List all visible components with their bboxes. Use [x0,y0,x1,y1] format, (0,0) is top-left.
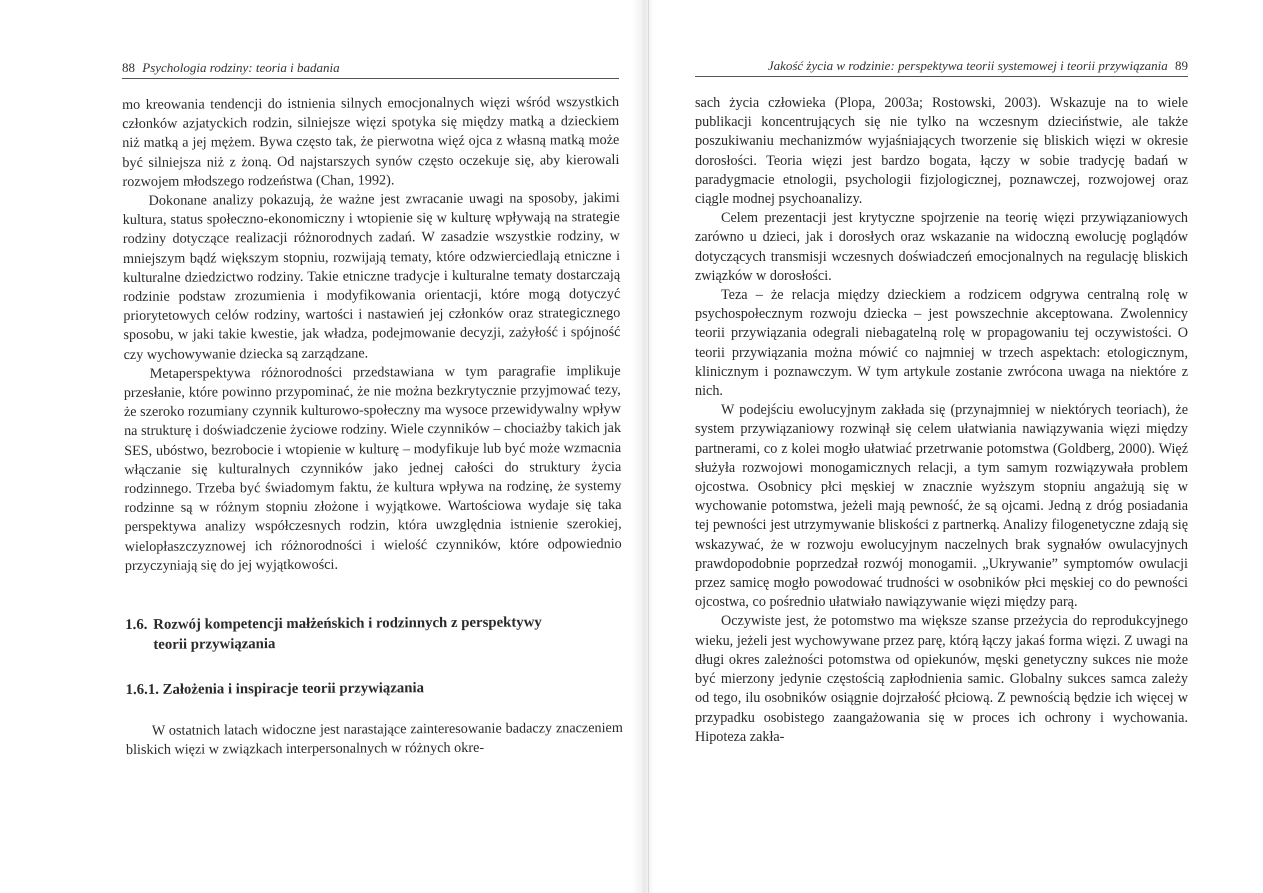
left-page-number: 88 [122,60,135,75]
right-paragraph: sach życia człowieka (Plopa, 2003a; Rostowski, 2003). Wskazuje na to wiele publikacji koncentrujących się nie tylko na wczesnym dzieciństwie, ale także poszukiwaniu mechanizmów wyjaśniających tworzenie się bliskich więzi w okresie dorosłości. Teoria więzi jest bardzo bogata, łączy w sobie tradycję badań w paradygmacie etnologii, psychologii fizjologicznej, poznawczej, rozwojowej oraz ciągle modnej psychoanalizy. [695,95,1188,208]
left-paragraph: mo kreowania tendencji do istnienia silnych emocjonalnych więzi wśród wszystkich członków azjatyckich rodzin, silniejsze więzi spotyka się między matką a dzieckiem niż matką a jej mężem. Bywa często tak, że pierwotna więź ojca z własną matką może być silniejsza niż z żoną. Od najstarszych synów często oczekuje się, aby kierowali rozwojem młodszego rodzeństwa (Chan, 1992). [122,93,620,190]
section-title-line2: teorii przywiązania [153,636,276,653]
subsection-heading [126,677,623,700]
left-final-paragraph: W ostatnich latach widoczne jest narastające zainteresowanie badaczy znaczeniem bliskich więzi w związkach interpersonalnych w różnych okre- [125,720,623,759]
left-running-head [122,60,619,79]
section-title-line1: Rozwój kompetencji małżeńskich i rodzinnych z perspektywy [153,614,542,633]
right-text-column [695,94,1188,747]
left-paragraph: Dokonane analizy pokazują, że ważne jest zwracanie uwagi na sposoby, jakimi kultura, status społeczno-ekonomiczny i wtopienie się w kulturę wpływają na strategie rodziny dotyczące realizacji różnorodnych zadań. W zasadzie wszystkie rodziny, w mniejszym bądź większym stopniu, rozwijają tematy, które odzwierciedlają etniczne i kulturalne dziedzictwo rodziny. Takie etniczne tradycje i kulturalne tematy dostarczają rodzinie podstaw zrozumienia i modyfikowania orientacji, które mogą dotyczyć priorytetowych celów rodziny, wartości i nastawień jej członków oraz strategicznego sposobu, w jaki takie kwestie, jak władza, podejmowanie decyzji, zażyłość i spójność czy wychowywanie dziecka są zarządzane. [122,189,621,363]
subsection-number: 1.6.1. [125,681,159,699]
right-paragraph: Celem prezentacji jest krytyczne spojrzenie na teorię więzi przywiązaniowych zarówno u dzieci, jak i dorosłych oraz wskazanie na widoczną ewolucję poglądów dotyczących transmisji wczesnych doświadczeń emocjonalnych na regulację bliskich związków w dorosłości. [695,210,1188,284]
right-paragraph: Teza – że relacja między dzieckiem a rodzicem odgrywa centralną rolę w psychospołecznym rozwoju dziecka – jest powszechnie akceptowana. Zwolennicy teorii przywiązania odegrali niebagatelną rolę w propagowaniu tej oczywistości. O teorii przywiązania można mówić co najmniej w trzech aspektach: etologicznym, klinicznym i poznawczym. W tym artykule zostanie zwrócona uwaga na niektóre z nich. [695,287,1188,400]
left-running-head-title: Psychologia rodziny: teoria i badania [142,60,340,75]
right-running-head [695,58,1188,77]
section-number: 1.6. [125,616,148,634]
section-heading [125,612,622,655]
right-paragraph: Oczywiste jest, że potomstwo ma większe szanse przeżycia do reprodukcyjnego wieku, jeżeli jest wychowywane przez parę, którą łączy jakaś forma więzi. Z uwagi na długi okres zależności potomstwa od opiekunów, męski genetyczny sukces nie może być mierzony jedynie częstością zapłodnienia samic. Globalny sukces samca zależy od tego, ilu osobników osiągnie dojrzałość płciową. Z pewnością będzie ich więcej w przypadku osobistego zaangażowania się w proces ich ochrony i wychowania. Hipoteza zakła- [695,613,1188,745]
subsection-title: Założenia i inspiracje teorii przywiązania [162,680,425,698]
right-page [640,0,1263,893]
left-paragraph: Metaperspektywa różnorodności przedstawiana w tym paragrafie implikuje przesłanie, które powinno przypominać, że nie można bezkrytycznie przyjmować tezy, że szeroko rozumiany czynnik kulturowo-społeczny ma wysoce przewidywalny wpływ na strukturę i doświadczenie życiowe rodziny. Wiele czynników – chociażby takich jak SES, ubóstwo, bezrobocie i wtopienie w kulturę – modyfikuje lub być może wzmacnia włączanie się kulturalnych czynników jako jednej całości do struktury życia rodzinnego. Trzeba być świadomym faktu, że kultura wpływa na rodzinę, że systemy rodzinne są w różnym stopniu złożone i wyjątkowe. Wartościowa wydaje się taka perspektywa analizy współczesnych rodzin, która uwzględnia istnienie szerokiej, wielopłaszczyznowej ich różnorodności i wielość czynników, które odpowiednio przyczyniają się do jej wyjątkowości. [123,362,622,574]
right-paragraph: W podejściu ewolucyjnym zakłada się (przynajmniej w niektórych teoriach), że system przywiązaniowy rozwinął się celem ułatwiania nawiązywania więzi między partnerami, co z kolei mogło ułatwiać przetrwanie potomstwa (Goldberg, 2000). Więź służyła rozwojowi monogamicznych relacji, a tym samym rozwiązywała problem ojcostwa. Osobnicy płci męskiej w znacznie wyższym stopniu angażują się w wychowanie potomstwa, jeżeli mają pewność, że są ojcami. Jedną z dróg posiadania tej pewności jest utrzymywanie bliskości z partnerką. Analizy filogenetyczne zdają się wskazywać, że w rozwoju ewolucyjnym naczelnych brak sygnałów owulacyjnych prawdopodobnie poprzedzał rozwój monogamii. „Ukrywanie” symptomów owulacji przez samicę mogło powodować trudności w osobników płci męskiej co do pewności ojcostwa, co pośrednio ułatwiało nawiązywanie więzi między parą. [695,402,1188,611]
right-running-head-title: Jakość życia w rodzinie: perspektywa teorii systemowej i teorii przywiązania [767,58,1168,73]
right-page-number: 89 [1175,58,1188,73]
left-text-column [122,93,623,761]
